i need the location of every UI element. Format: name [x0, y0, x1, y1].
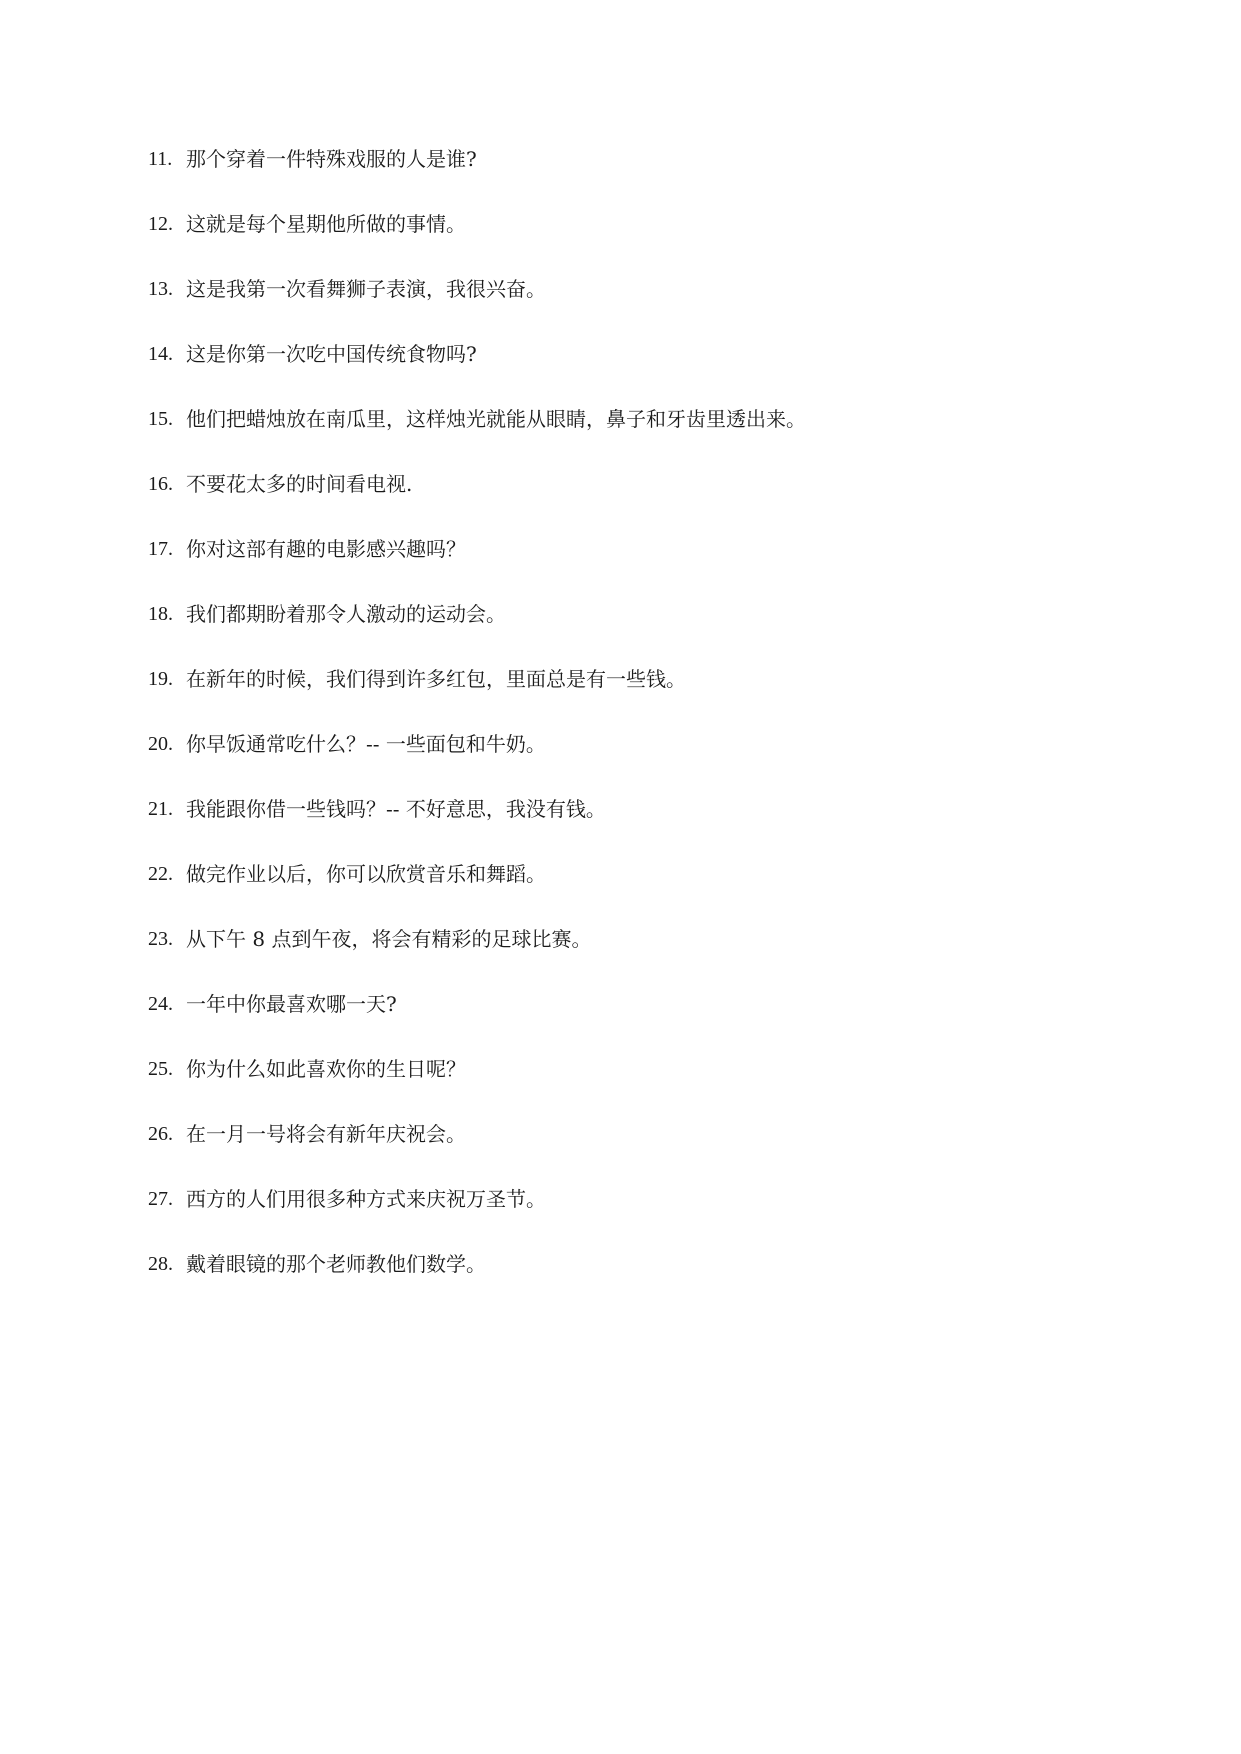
list-item [148, 926, 1148, 991]
list-item [148, 666, 1148, 731]
item-text: 西方的人们用很多种方式来庆祝万圣节。 [186, 1187, 546, 1211]
item-text: 他们把蜡烛放在南瓜里，这样烛光就能从眼睛，鼻子和牙齿里透出来。 [186, 407, 806, 431]
item-number: 19. [148, 668, 173, 690]
list-item [148, 1121, 1148, 1186]
item-number: 28. [148, 1253, 173, 1275]
item-text: 这就是每个星期他所做的事情。 [186, 212, 466, 236]
list-item [148, 601, 1148, 666]
item-number: 20. [148, 733, 173, 755]
item-text: 我们都期盼着那令人激动的运动会。 [186, 602, 506, 626]
item-number: 15. [148, 408, 173, 430]
list-item [148, 406, 1148, 471]
item-text: 在一月一号将会有新年庆祝会。 [186, 1122, 466, 1146]
item-text: 你早饭通常吃什么？-- 一些面包和牛奶。 [186, 732, 546, 756]
list-item [148, 146, 1148, 211]
item-text: 这是你第一次吃中国传统食物吗? [186, 342, 477, 366]
list-item [148, 341, 1148, 406]
item-number: 18. [148, 603, 173, 625]
list-item [148, 1186, 1148, 1251]
sentence-list [148, 146, 1148, 1316]
item-text: 我能跟你借一些钱吗？-- 不好意思，我没有钱。 [186, 797, 606, 821]
list-item [148, 731, 1148, 796]
list-item [148, 861, 1148, 926]
item-text: 从下午 8 点到午夜，将会有精彩的足球比赛。 [186, 927, 592, 951]
list-item [148, 1056, 1148, 1121]
list-item [148, 471, 1148, 536]
item-number: 11. [148, 148, 173, 170]
item-number: 16. [148, 473, 173, 495]
item-number: 14. [148, 343, 173, 365]
item-number: 25. [148, 1058, 173, 1080]
item-number: 27. [148, 1188, 173, 1210]
list-item [148, 276, 1148, 341]
item-text: 戴着眼镜的那个老师教他们数学。 [186, 1252, 486, 1276]
item-text: 你为什么如此喜欢你的生日呢？ [186, 1057, 466, 1081]
item-number: 17. [148, 538, 173, 560]
item-text: 在新年的时候，我们得到许多红包，里面总是有一些钱。 [186, 667, 686, 691]
item-number: 21. [148, 798, 173, 820]
item-number: 13. [148, 278, 173, 300]
item-number: 12. [148, 213, 173, 235]
list-item [148, 211, 1148, 276]
list-item [148, 536, 1148, 601]
list-item [148, 991, 1148, 1056]
item-text: 不要花太多的时间看电视. [186, 472, 413, 496]
item-number: 26. [148, 1123, 173, 1145]
item-text: 那个穿着一件特殊戏服的人是谁? [186, 147, 477, 171]
item-text: 你对这部有趣的电影感兴趣吗？ [186, 537, 466, 561]
item-number: 24. [148, 993, 173, 1015]
item-number: 23. [148, 928, 173, 950]
list-item [148, 796, 1148, 861]
item-text: 做完作业以后，你可以欣赏音乐和舞蹈。 [186, 862, 546, 886]
item-text: 这是我第一次看舞狮子表演，我很兴奋。 [186, 277, 546, 301]
item-text: 一年中你最喜欢哪一天? [186, 992, 397, 1016]
list-item [148, 1251, 1148, 1316]
item-number: 22. [148, 863, 173, 885]
